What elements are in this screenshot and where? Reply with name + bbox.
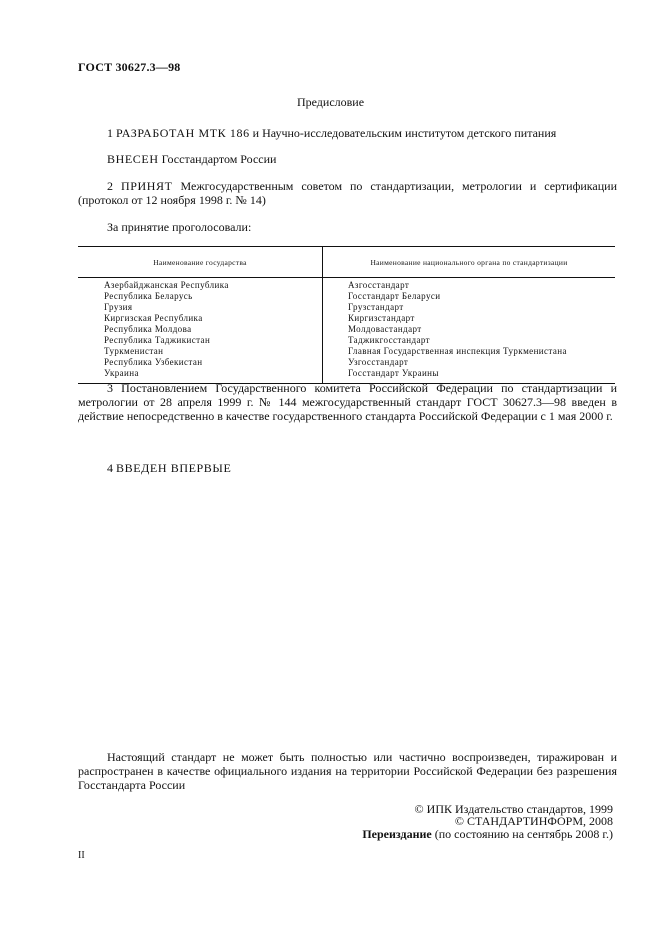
paragraph-enacted: 3 Постановлением Государственного комитета Российской Федерации по стандартизации и метрологии от 28 апреля 1999 г. № 144 межгосударственный стандарт ГОСТ 30627.3—98 введен в действие непосредственно в качестве государственного стандарта Российской Федерации с 1 мая 2000 г. bbox=[78, 381, 617, 423]
voting-table bbox=[78, 246, 615, 384]
table-cell-body: Главная Государственная инспекция Туркменистана bbox=[348, 346, 567, 356]
reproduction-notice: Настоящий стандарт не может быть полностью или частично воспроизведен, тиражирован и распространен в качестве официального издания на территории Российской Федерации без разрешения Госстандарта России bbox=[78, 750, 617, 792]
table-column-bodies bbox=[348, 280, 567, 379]
table-header-divider bbox=[78, 277, 615, 278]
accepted-text: Межгосударственным советом по стандартизации, метрологии и сертификации (протокол от 12 ноября 1998 г. № 14) bbox=[78, 179, 618, 207]
table-cell-body: Азгосстандарт bbox=[348, 280, 410, 290]
item-number: 4 bbox=[107, 461, 113, 475]
developed-caps: РАЗРАБОТАН МТК 186 bbox=[116, 126, 250, 140]
table-header-state: Наименование государства bbox=[153, 258, 247, 267]
page-number: II bbox=[78, 850, 85, 861]
item-number: 2 bbox=[107, 179, 113, 193]
introduced-caps: ВНЕСЕН bbox=[107, 152, 159, 166]
table-cell-state: Республика Узбекистан bbox=[104, 357, 203, 367]
table-column-divider bbox=[322, 247, 323, 383]
table-cell-state: Туркменистан bbox=[104, 346, 164, 356]
paragraph-accepted bbox=[78, 179, 617, 207]
paragraph-developed bbox=[107, 126, 617, 140]
reissue-date: (по состоянию на сентябрь 2008 г.) bbox=[434, 827, 613, 841]
copyright-line-2: © СТАНДАРТИНФОРМ, 2008 bbox=[454, 814, 613, 828]
table-cell-state: Республика Беларусь bbox=[104, 291, 193, 301]
table-cell-body: Молдовастандарт bbox=[348, 324, 422, 334]
paragraph-voted: За принятие проголосовали: bbox=[107, 220, 252, 234]
reissue-label: Переиздание bbox=[362, 827, 432, 841]
table-cell-body: Киргизстандарт bbox=[348, 313, 415, 323]
introduced-text: Госстандартом России bbox=[161, 152, 277, 166]
document-code: ГОСТ 30627.3—98 bbox=[78, 60, 181, 74]
table-column-states bbox=[104, 280, 229, 379]
table-cell-body: Грузстандарт bbox=[348, 302, 404, 312]
table-header-body: Наименование национального органа по стандартизации bbox=[370, 258, 568, 267]
copyright-line-1: © ИПК Издательство стандартов, 1999 bbox=[414, 802, 613, 816]
table-cell-body: Госстандарт Украины bbox=[348, 368, 439, 378]
paragraph-introduced bbox=[107, 152, 617, 166]
table-cell-state: Киргизская Республика bbox=[104, 313, 203, 323]
table-cell-body: Госстандарт Беларуси bbox=[348, 291, 441, 301]
table-cell-state: Украина bbox=[104, 368, 139, 378]
section-title: Предисловие bbox=[296, 95, 365, 109]
table-cell-state: Азербайджанская Республика bbox=[104, 280, 229, 290]
first-introduced-caps: ВВЕДЕН ВПЕРВЫЕ bbox=[116, 461, 232, 475]
developed-text: и Научно-исследовательским институтом детского питания bbox=[252, 126, 557, 140]
table-cell-state: Республика Таджикистан bbox=[104, 335, 211, 345]
item-number: 1 bbox=[107, 126, 113, 140]
paragraph-first-introduced bbox=[107, 461, 617, 475]
table-cell-state: Республика Молдова bbox=[104, 324, 192, 334]
table-cell-body: Узгосстандарт bbox=[348, 357, 409, 367]
table-cell-body: Таджикгосстандарт bbox=[348, 335, 430, 345]
table-cell-state: Грузия bbox=[104, 302, 133, 312]
reissue-line bbox=[362, 827, 613, 842]
accepted-caps: ПРИНЯТ bbox=[120, 179, 173, 193]
